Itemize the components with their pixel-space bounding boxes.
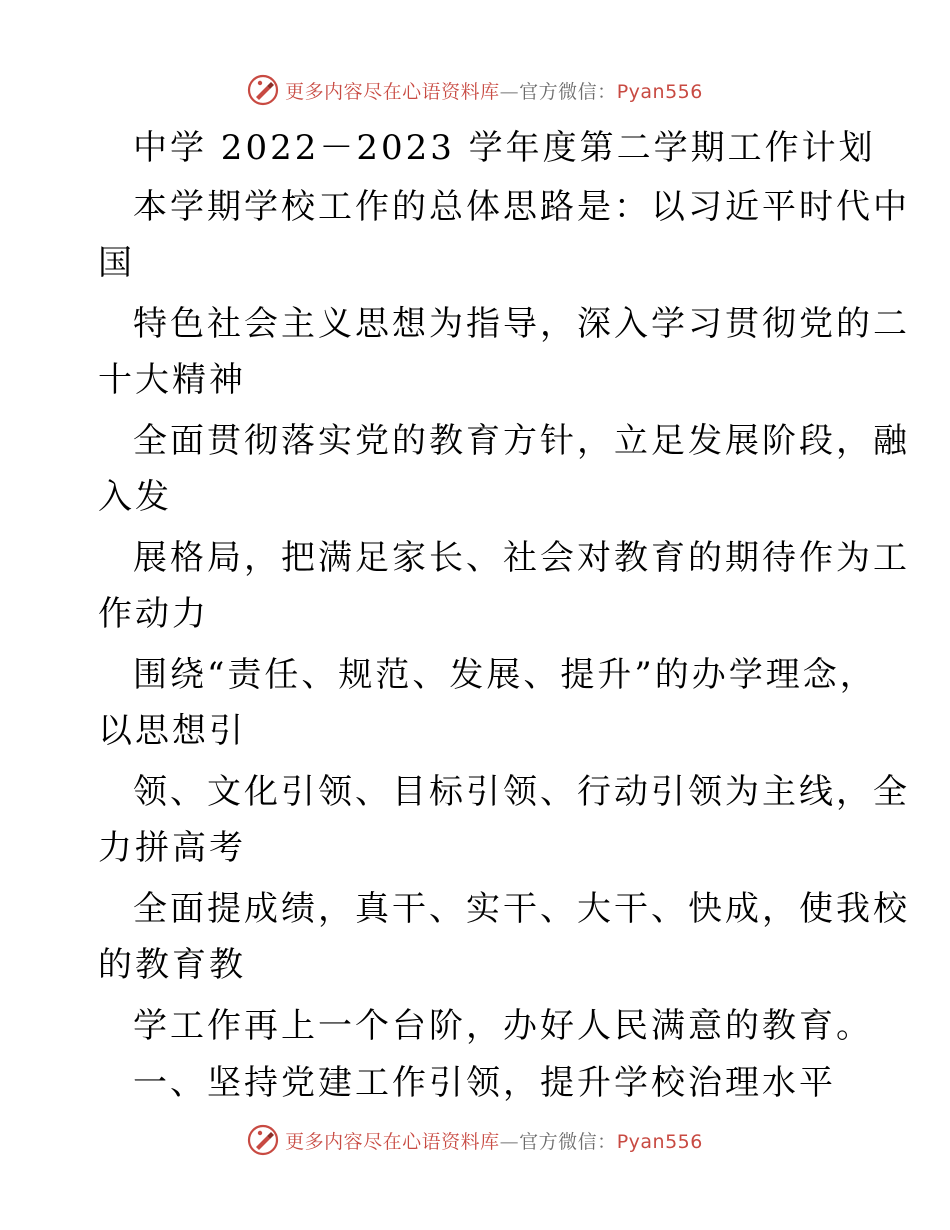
watermark-dash: — bbox=[499, 1130, 520, 1153]
pen-nib-logo-icon bbox=[247, 1124, 279, 1156]
pen-nib-logo-icon bbox=[247, 74, 279, 106]
paragraph-line: 围绕“责任、规范、发展、提升”的办学理念， bbox=[133, 655, 877, 695]
paragraph-line: 以思想引 bbox=[98, 711, 246, 751]
paragraph-line: 领、文化引领、目标引领、行动引领为主线，全 bbox=[133, 772, 910, 812]
watermark-label: 官方微信： bbox=[519, 1130, 617, 1153]
header-watermark bbox=[0, 70, 950, 110]
paragraph-line: 的教育教 bbox=[98, 945, 246, 985]
paragraph-line: 作动力 bbox=[98, 594, 209, 634]
watermark-id: Pyan556 bbox=[616, 80, 703, 103]
paragraph-line: 力拼高考 bbox=[98, 828, 246, 868]
paragraph-line: 十大精神 bbox=[98, 360, 246, 400]
section-heading: 一、坚持党建工作引领，提升学校治理水平 bbox=[133, 1063, 836, 1103]
paragraph-line: 全面贯彻落实党的教育方针，立足发展阶段，融 bbox=[133, 421, 910, 461]
paragraph-line: 入发 bbox=[98, 477, 172, 517]
watermark-id: Pyan556 bbox=[616, 1130, 703, 1153]
paragraph-line: 学工作再上一个台阶，办好人民满意的教育。 bbox=[133, 1006, 873, 1046]
footer-watermark bbox=[0, 1120, 950, 1160]
paragraph-line: 全面提成绩，真干、实干、大干、快成，使我校 bbox=[133, 889, 910, 929]
watermark-main: 更多内容尽在心语资料库 bbox=[285, 80, 500, 103]
watermark-label: 官方微信： bbox=[519, 80, 617, 103]
paragraph-line: 本学期学校工作的总体思路是：以习近平时代中 bbox=[133, 187, 910, 227]
paragraph-line: 国 bbox=[98, 243, 135, 283]
watermark-text bbox=[285, 1127, 703, 1154]
watermark-main: 更多内容尽在心语资料库 bbox=[285, 1130, 500, 1153]
watermark-dash: — bbox=[499, 80, 520, 103]
paragraph-line: 特色社会主义思想为指导，深入学习贯彻党的二 bbox=[133, 304, 910, 344]
watermark-text bbox=[285, 77, 703, 104]
paragraph-line: 展格局，把满足家长、社会对教育的期待作为工 bbox=[133, 538, 910, 578]
document-title: 中学 2022－2023 学年度第二学期工作计划 bbox=[133, 128, 876, 168]
